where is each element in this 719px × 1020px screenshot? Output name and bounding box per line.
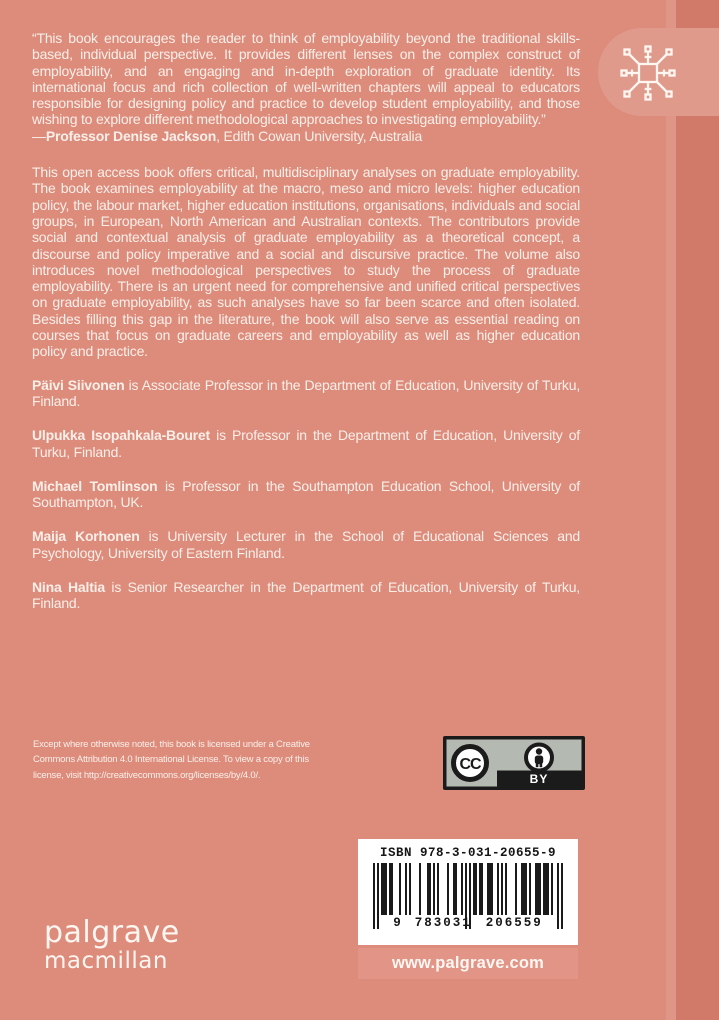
barcode-bars [373, 863, 563, 935]
svg-text:CC: CC [459, 756, 481, 773]
author-name: Michael Tomlinson [32, 477, 158, 494]
author-bio-text: is University Lecturer in the School of Educational Sciences and Psychology, University of Eastern Finland. [32, 528, 580, 561]
barcode-digit-group: 9 [393, 916, 401, 930]
isbn-number: ISBN 978-3-031-20655-9 [379, 846, 557, 860]
author-bio-text: is Senior Researcher in the Department of Education, University of Turku, Finland. [32, 579, 580, 612]
author-bios [32, 377, 580, 612]
cc-by-person-icon [526, 745, 552, 771]
license-line: Except where otherwise noted, this book is licensed under a Creative [33, 739, 310, 750]
author-bio [32, 478, 580, 511]
endorsement-quote: “This book encourages the reader to think of employability beyond the traditional skills-based, individual perspective. It provides different lenses on the complex construct of employability, and an engaging and in-depth exploration of graduate identity. Its international focus and rich collection of well-written chapters will appeal to educators responsible for designing policy and practice to develop student employability, and those wishing to explore different methodological approaches to investigating employability.” [32, 30, 580, 128]
cc-by-label: BY [529, 772, 549, 786]
chip-network-icon [618, 43, 678, 103]
author-bio-text: is Professor in the Department of Education, University of Turku, Finland. [32, 427, 580, 460]
logo-macmillan: macmillan [44, 948, 168, 974]
book-description: This open access book offers critical, multidisciplinary analyses on graduate employability. The book examines employability at the macro, meso and micro levels: higher education policy, the labour market, higher education institutions, organisations, individuals and social groups, in European, North American and Australian contexts. The contributors provide social and contextual analysis of graduate employability as a theoretical concept, a discourse and policy imperative and a social and discursive practice. The volume also introduces novel methodological perspectives to study the process of graduate employability. There is an urgent need for comprehensive and unified critical perspectives on graduate employability, as such analyses have so far been scarce and often isolated. Besides filling this gap in the literature, the book will also serve as essential reading on courses that focus on graduate careers and employability as well as higher education policy and practice. [32, 164, 580, 360]
cc-logo-icon [454, 747, 487, 780]
license-line: license, visit http://creativecommons.org/licenses/by/4.0/. [33, 769, 261, 781]
author-name: Maija Korhonen [32, 528, 140, 545]
author-bio [32, 579, 580, 612]
logo-palgrave: palgrave [44, 915, 180, 950]
author-bio-text: is Professor in the Southampton Education School, University of Southampton, UK. [32, 477, 580, 511]
back-cover-text-column [32, 30, 580, 630]
author-bio [32, 528, 580, 561]
author-name: Päivi Siivonen [32, 376, 125, 393]
spine-fold-highlight [666, 0, 676, 1020]
author-name: Nina Haltia [32, 579, 105, 596]
quote-attribution [32, 128, 580, 144]
isbn-barcode [358, 839, 578, 945]
cc-by-license-badge [443, 736, 585, 790]
author-bio [32, 427, 580, 460]
attribution-name: Professor Denise Jackson [45, 127, 217, 144]
spine-band [676, 0, 719, 1020]
palgrave-macmillan-logo [44, 916, 180, 974]
barcode-digits [373, 916, 563, 930]
barcode-digit-group: 783031 [414, 916, 472, 930]
license-notice [33, 737, 333, 783]
series-tab [598, 28, 719, 116]
attribution-affiliation: , Edith Cowan University, Australia [216, 127, 423, 144]
author-bio [32, 377, 580, 410]
author-name: Ulpukka Isopahkala-Bouret [32, 427, 210, 444]
publisher-website-band [358, 948, 578, 979]
barcode-digit-group: 206559 [485, 916, 543, 930]
license-line: Commons Attribution 4.0 International License. To view a copy of this [33, 754, 309, 766]
author-bio-text: is Associate Professor in the Department of Education, University of Turku, Finland. [32, 376, 581, 409]
publisher-website: www.palgrave.com [391, 954, 545, 972]
attribution-dash: — [32, 127, 46, 144]
